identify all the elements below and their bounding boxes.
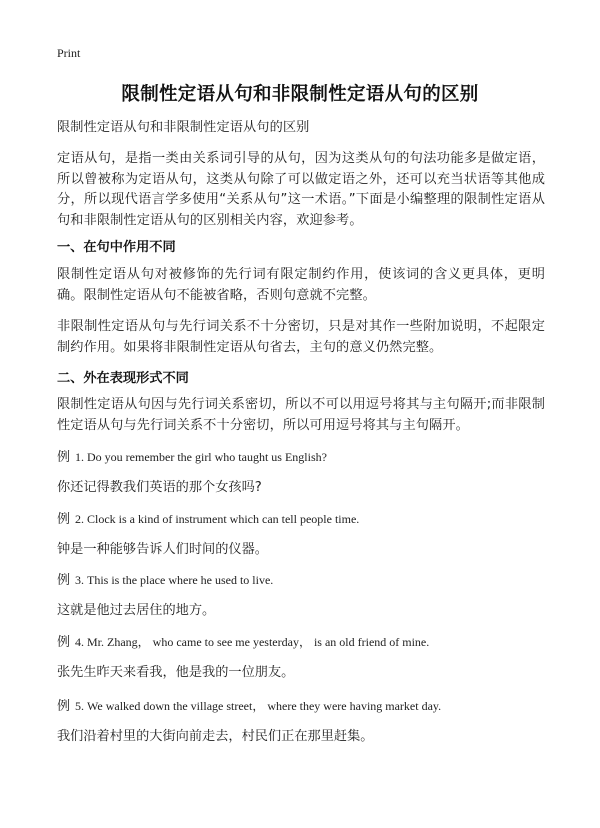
print-link[interactable]: Print [57,46,81,60]
example-text: 5. We walked down the village street， where they were having market day. [75,699,442,713]
example-label: 例 [57,635,71,650]
example-label: 例 [57,699,71,714]
example-label: 例 [57,450,71,465]
example-text: 1. Do you remember the girl who taught us English? [75,450,327,464]
section1-paragraph-2: 非限制性定语从句与先行词关系不十分密切，只是对其作一些附加说明，不起限定制约作用。如果将非限制性定语从句省去，主句的意义仍然完整。 [57,319,545,355]
section1-paragraph-1: 限制性定语从句对被修饰的先行词有限定制约作用，使该词的含义更具体，更明确。限制性定语从句不能被省略，否则句意就不完整。 [57,267,545,303]
example-translation-3: 这就是他过去居住的地方。 [57,603,216,618]
article-subtitle: 限制性定语从句和非限制性定语从句的区别 [57,120,310,135]
section2-paragraph: 限制性定语从句因与先行词关系密切，所以不可以用逗号将其与主句隔开;而非限制性定语从句与先行词关系不十分密切，所以可用逗号将其与主句隔开。 [57,397,545,433]
example-text: 2. Clock is a kind of instrument which can tell people time. [75,512,360,526]
example-sentence-3 [57,569,557,588]
page-title: 限制性定语从句和非限制性定语从句的区别 [121,84,479,105]
example-translation-1: 你还记得教我们英语的那个女孩吗? [57,480,262,495]
example-text: 3. This is the place where he used to live. [75,573,274,587]
intro-paragraph: 定语从句，是指一类由关系词引导的从句，因为这类从句的句法功能多是做定语，所以曾被称为定语从句，这类从句除了可以做定语之外，还可以充当状语等其他成分，所以现代语言学多使用“关系从句”这一术语。”下面是小编整理的限制性定语从句和非限制性定语从句的区别相关内容，欢迎参考。 [57,151,545,228]
example-sentence-1 [57,446,557,465]
example-translation-4: 张先生昨天来看我，他是我的一位朋友。 [57,665,295,680]
example-sentence-5 [57,695,557,714]
example-sentence-2 [57,508,557,527]
example-translation-5: 我们沿着村里的大街向前走去，村民们正在那里赶集。 [57,729,374,744]
example-sentence-4 [57,631,557,650]
example-text: 4. Mr. Zhang， who came to see me yesterday， is an old friend of mine. [75,635,430,649]
section-heading-2: 二、外在表现形式不同 [57,371,189,386]
example-translation-2: 钟是一种能够告诉人们时间的仪器。 [57,542,268,557]
example-label: 例 [57,512,71,527]
example-label: 例 [57,573,71,588]
section-heading-1: 一、在句中作用不同 [57,240,176,255]
